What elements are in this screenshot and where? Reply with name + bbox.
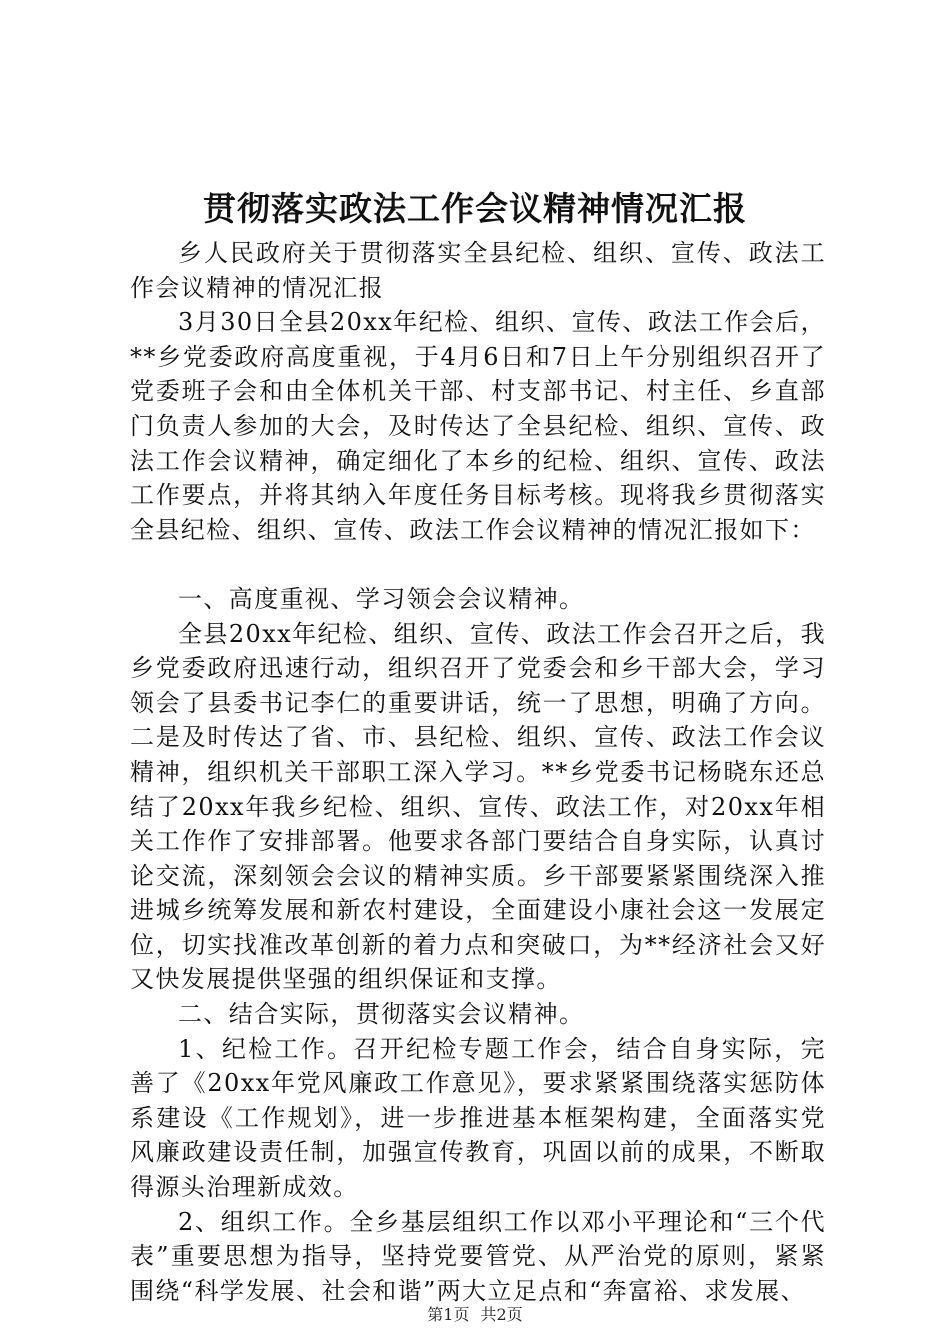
page-total: 共2页: [480, 1305, 523, 1324]
blank-line: [130, 547, 826, 582]
section-heading-2: 二、结合实际，贯彻落实会议精神。: [178, 1000, 585, 1029]
section-heading-1: 一、高度重视、学习领会会议精神。: [178, 584, 585, 613]
page-footer: [0, 1304, 950, 1326]
paragraph-intro: 3月30日全县20xx年纪检、组织、宣传、政法工作会后，**乡党委政府高度重视，于4月6日和7日上午分别组织召开了党委班子会和由全体机关干部、村支部书记、村主任、乡直部门负责人参加的大会，及时传达了全县纪检、组织、宣传、政法工作会议精神，确定细化了本乡的纪检、组织、宣传、政法工作要点，并将其纳入年度任务目标考核。现将我乡贯彻落实全县纪检、组织、宣传、政法工作会议精神的情况汇报如下：: [130, 308, 826, 544]
paragraph-section-1: 全县20xx年纪检、组织、宣传、政法工作会召开之后，我乡党委政府迅速行动，组织召开了党委会和乡干部大会，学习领会了县委书记李仁的重要讲话，统一了思想，明确了方向。二是及时传达了省、市、县纪检、组织、宣传、政法工作会议精神，组织机关干部职工深入学习。**乡党委书记杨晓东还总结了20xx年我乡纪检、组织、宣传、政法工作，对20xx年相关工作作了安排部署。他要求各部门要结合自身实际，认真讨论交流，深刻领会会议的精神实质。乡干部要紧紧围绕深入推进城乡统筹发展和新农村建设，全面建设小康社会这一发展定位，切实找准改革创新的着力点和突破口，为**经济社会又好又快发展提供坚强的组织保证和支撑。: [130, 619, 826, 994]
paragraph-subtitle: 乡人民政府关于贯彻落实全县纪检、组织、宣传、政法工作会议精神的情况汇报: [130, 239, 826, 302]
paragraph-discipline-work: 1、纪检工作。召开纪检专题工作会，结合自身实际，完善了《20xx年党风廉政工作意见》，要求紧紧围绕落实惩防体系建设《工作规划》，进一步推进基本框架构建，全面落实党风廉政建设责任制，加强宣传教育，巩固以前的成果，不断取得源头治理新成效。: [130, 1034, 826, 1202]
document-title: 贯彻落实政法工作会议精神情况汇报: [203, 189, 747, 228]
paragraph-organization-work: 2、组织工作。全乡基层组织工作以邓小平理论和“三个代表”重要思想为指导，坚持党要管党、从严治党的原则，紧紧围绕“科学发展、社会和谐”两大立足点和“奔富裕、求发展、: [130, 1207, 826, 1305]
document-body: [130, 236, 826, 1308]
page-number: 第1页: [427, 1305, 470, 1324]
